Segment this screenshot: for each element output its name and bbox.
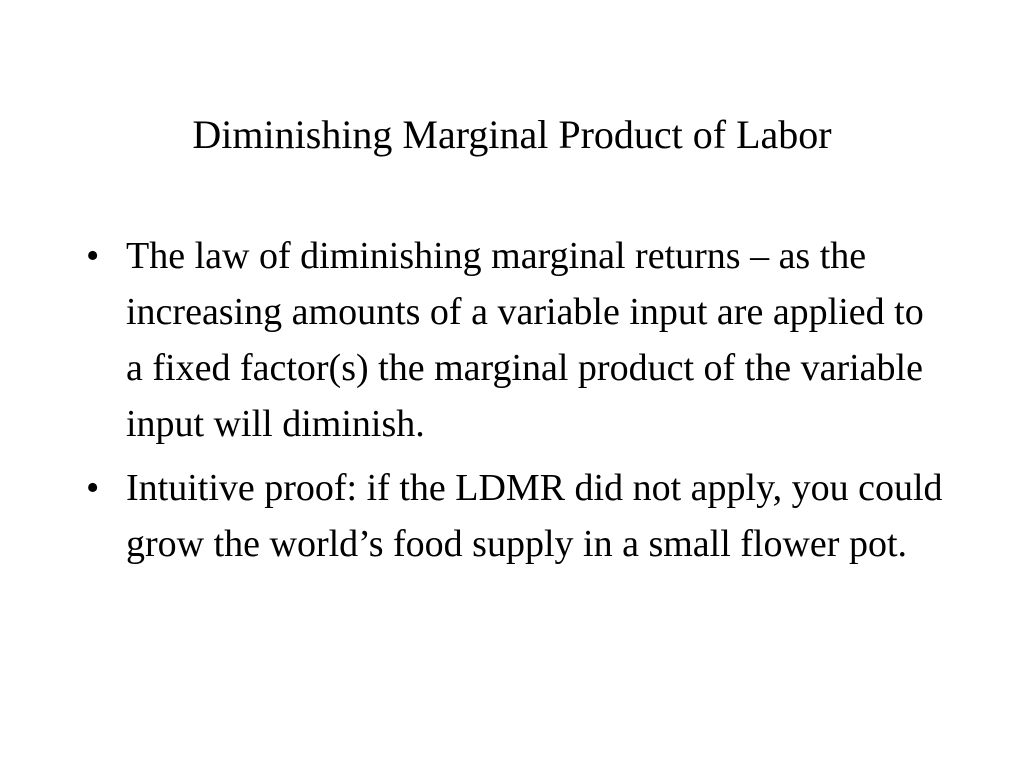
bullet-list: [86, 228, 946, 580]
bullet-marker: •: [86, 235, 100, 277]
bullet-item-proof: [86, 460, 946, 572]
slide-title: Diminishing Marginal Product of Labor: [192, 112, 832, 157]
bullet-text-proof: Intuitive proof: if the LDMR did not apply, you could grow the world’s food supply in a small flower pot.: [126, 467, 943, 565]
bullet-text-law: The law of diminishing marginal returns – as the increasing amounts of a variable input are applied to a fixed factor(s) the marginal product of the variable input will diminish.: [126, 235, 924, 445]
bullet-item-law: [86, 228, 946, 452]
bullet-marker: •: [86, 467, 100, 509]
